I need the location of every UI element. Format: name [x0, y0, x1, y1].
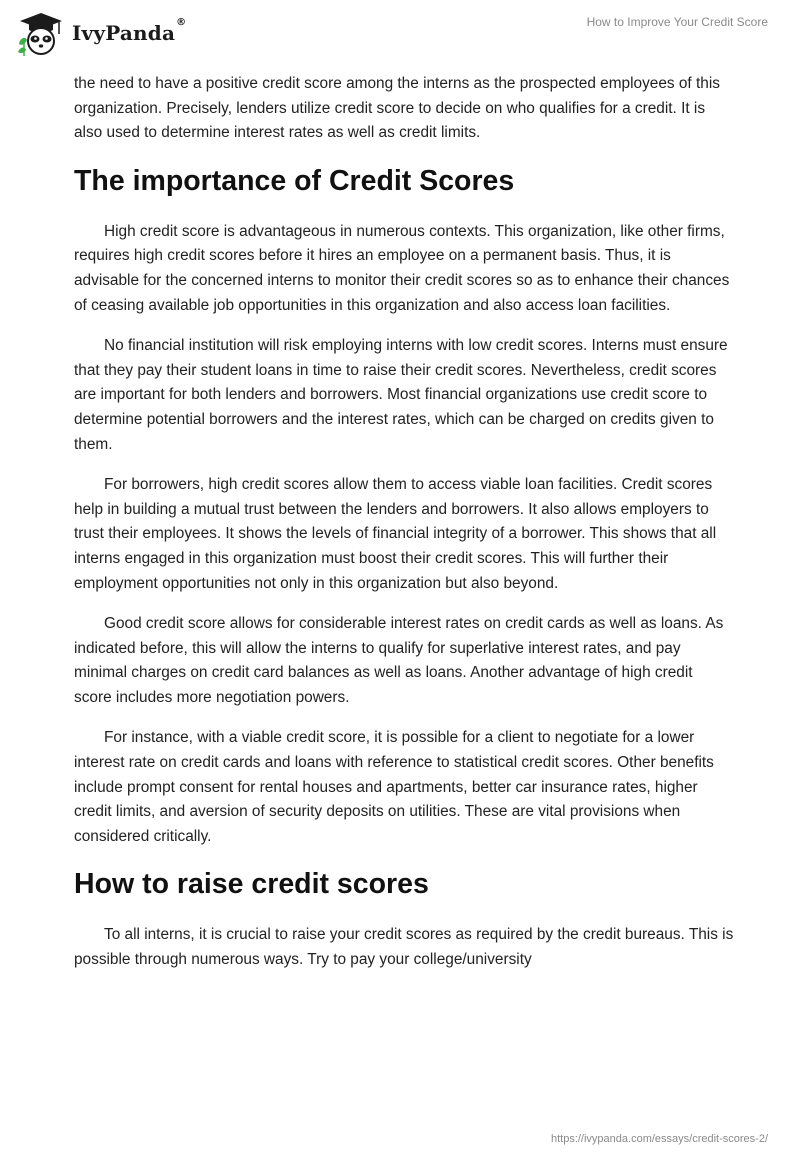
brand-name: IvyPanda®: [72, 17, 187, 45]
paragraph: Good credit score allows for considerable interest rates on credit cards as well as loans. As indicated before, this will allow the interns to qualify for superlative interest rates, and pay minimal charges on credit card balances as well as loans. Another advantage of high credit score includes more negotiation powers.: [74, 615, 724, 706]
paragraph: To all interns, it is crucial to raise your credit scores as required by the credit bureaus. This is possible through numerous ways. Try to pay your college/university: [74, 926, 734, 969]
brand-logo[interactable]: [16, 10, 186, 56]
source-url-link[interactable]: https://ivypanda.com/essays/credit-scores-2/: [550, 1133, 768, 1145]
section-heading-importance: The importance of Credit Scores: [74, 164, 515, 197]
paragraph: High credit score is advantageous in numerous contexts. This organization, like other firms, requires high credit scores before it hires an employee on a permanent basis. Thus, it is advisable for the concerned interns to monitor their credit scores so as to enhance their chances of ceasing available job opportunities in this organization and also access loan facilities.: [74, 222, 730, 314]
section-heading-raise: How to raise credit scores: [74, 868, 429, 901]
intro-paragraph: the need to have a positive credit score among the interns as the prospected employees of this organization. Precisely, lenders utilize credit score to decide on who qualifies for a credit. It is also used to determine interest rates as well as credit limits.: [74, 75, 720, 142]
document-title: How to Improve Your Credit Score: [586, 15, 768, 29]
paragraph: No financial institution will risk employing interns with low credit scores. Interns must ensure that they pay their student loans in time to raise their credit scores. Nevertheless, credit scores are important for both lenders and borrowers. Most financial organizations use credit score to determine potential borrowers and the interest rates, which can be charged on credits given to them.: [74, 337, 728, 453]
essay-body: [74, 72, 734, 989]
page-header: [0, 0, 800, 64]
paragraph: For borrowers, high credit scores allow them to access viable loan facilities. Credit scores help in building a mutual trust between the lenders and borrowers. It also allows employers to trust their employees. It shows the levels of financial integrity of a borrower. This shows that all interns engaged in this organization must boost their credit scores. This will further their employment opportunities not only in this organization but also beyond.: [74, 476, 717, 592]
paragraph: For instance, with a viable credit score, it is possible for a client to negotiate for a lower interest rate on credit cards and loans with reference to statistical credit scores. Other benefits include prompt consent for rental houses and apartments, better car insurance rates, higher credit limits, and aversion of security deposits on utilities. These are vital provisions when considered critically.: [74, 729, 714, 845]
panda-logo-icon: [16, 10, 66, 56]
